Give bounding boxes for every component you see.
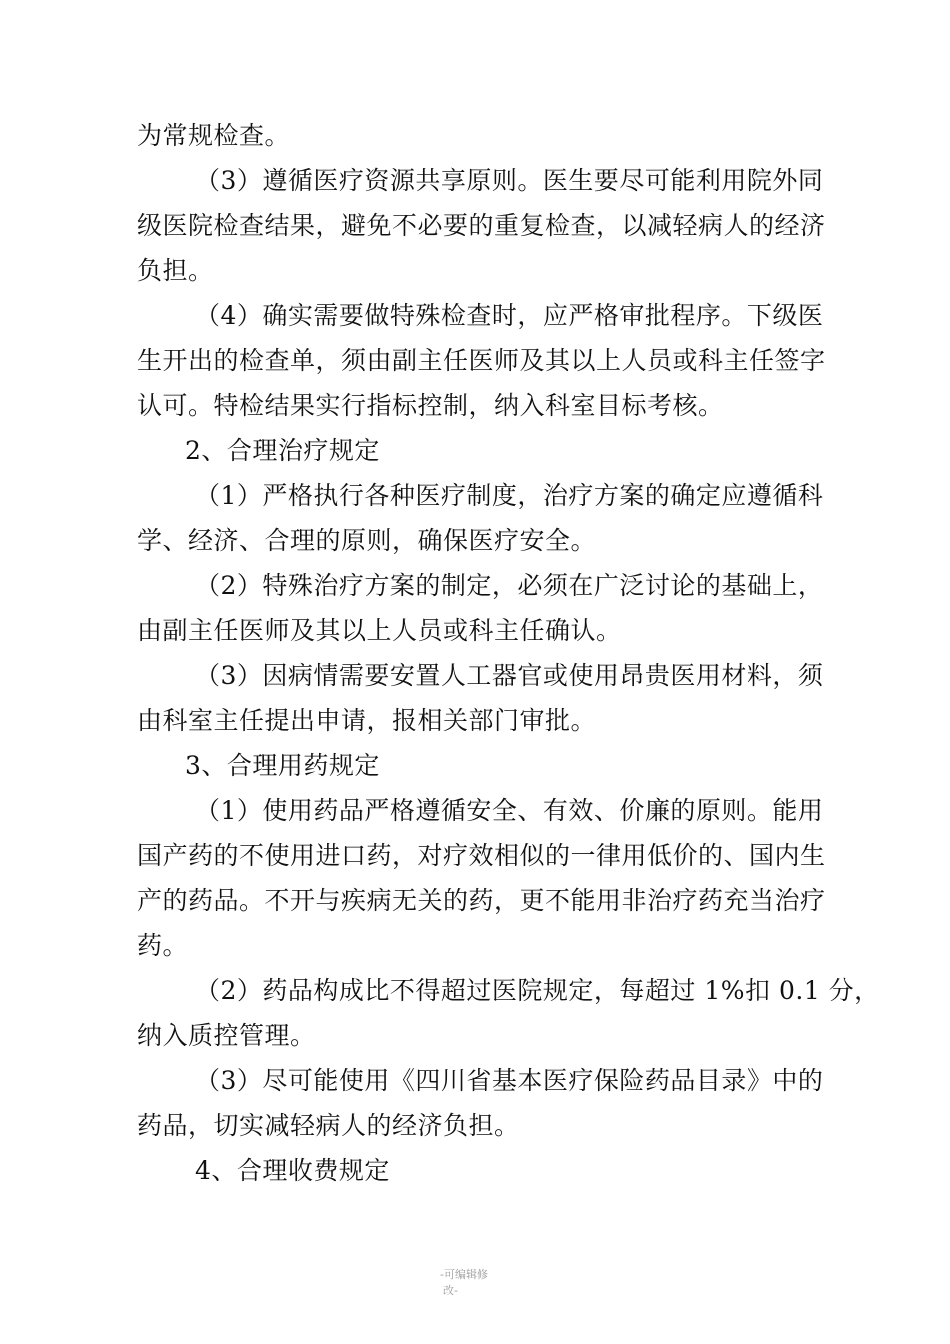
text-line: （3）因病情需要安置人工器官或使用昂贵医用材料，须 xyxy=(195,661,824,690)
text-line: （3）遵循医疗资源共享原则。医生要尽可能利用院外同 xyxy=(195,166,824,195)
text-line: 负担。 xyxy=(137,256,214,285)
text-line: 药。 xyxy=(137,931,189,960)
text-line: 认可。特检结果实行指标控制，纳入科室目标考核。 xyxy=(137,391,724,420)
text-line: 级医院检查结果，避免不必要的重复检查，以减轻病人的经济 xyxy=(137,211,826,240)
footer-text-line2: 改- xyxy=(443,1284,458,1297)
text-line: （1）严格执行各种医疗制度，治疗方案的确定应遵循科 xyxy=(195,481,824,510)
text-line: 由副主任医师及其以上人员或科主任确认。 xyxy=(137,616,622,645)
section-heading: 2、合理治疗规定 xyxy=(185,436,380,465)
text-line: 药品，切实减轻病人的经济负担。 xyxy=(137,1111,520,1140)
text-line: 为常规检查。 xyxy=(137,121,291,150)
text-line: 由科室主任提出申请，报相关部门审批。 xyxy=(137,706,597,735)
footer-text-line1: -可编辑修 xyxy=(440,1268,488,1281)
section-heading: 4、合理收费规定 xyxy=(195,1156,390,1185)
section-heading: 3、合理用药规定 xyxy=(185,751,380,780)
text-line: 生开出的检查单，须由副主任医师及其以上人员或科主任签字 xyxy=(137,346,826,375)
text-line: 学、经济、合理的原则，确保医疗安全。 xyxy=(137,526,597,555)
text-line: 纳入质控管理。 xyxy=(137,1021,316,1050)
text-line: （1）使用药品严格遵循安全、有效、价廉的原则。能用 xyxy=(195,796,824,825)
text-line: 产的药品。不开与疾病无关的药，更不能用非治疗药充当治疗 xyxy=(137,886,826,915)
text-line: （2）特殊治疗方案的制定，必须在广泛讨论的基础上， xyxy=(195,571,824,600)
text-line: （3）尽可能使用《四川省基本医疗保险药品目录》中的 xyxy=(195,1066,824,1095)
text-line: （2）药品构成比不得超过医院规定，每超过 1%扣 0.1 分， xyxy=(195,976,880,1005)
text-line: （4）确实需要做特殊检查时，应严格审批程序。下级医 xyxy=(195,301,824,330)
text-line: 国产药的不使用进口药，对疗效相似的一律用低价的、国内生 xyxy=(137,841,826,870)
